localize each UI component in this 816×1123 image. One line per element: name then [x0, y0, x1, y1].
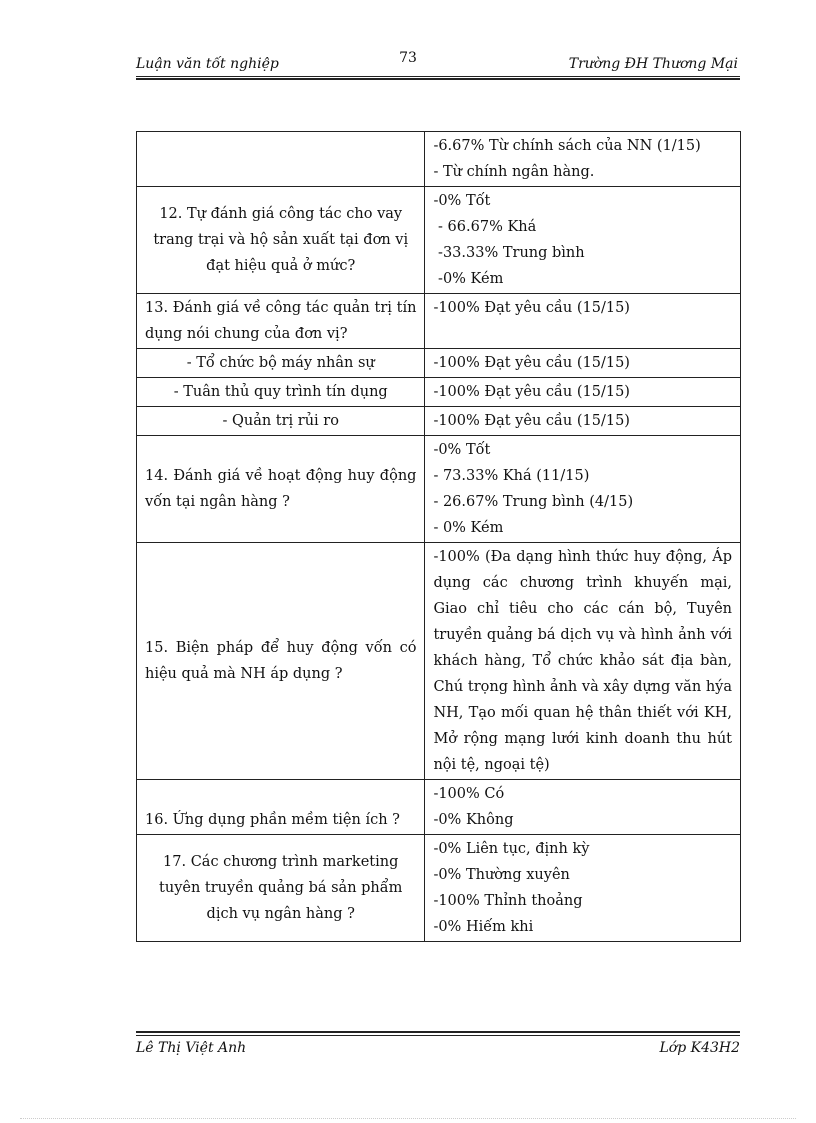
footer-author: Lê Thị Việt Anh [136, 1040, 247, 1056]
table-row [137, 835, 741, 942]
page-edge-divider [20, 1118, 796, 1119]
table-row [137, 436, 741, 543]
header-rule [136, 76, 740, 80]
answer-line: -0% Tốt [433, 193, 491, 209]
question-cell: 14. Đánh giá về hoạt động huy động vốn tại ngân hàng ? [137, 436, 425, 543]
answer-line: -33.33% Trung bình [433, 245, 585, 261]
table-row [137, 187, 741, 294]
answer-line: -100% Đạt yêu cầu (15/15) [433, 300, 630, 316]
table-row [137, 780, 741, 835]
question-cell: 13. Đánh giá về công tác quản trị tín dụng nói chung của đơn vị? [137, 294, 425, 349]
answer-cell [425, 349, 741, 378]
answer-line: -100% (Đa dạng hình thức huy động, Áp dụng các chương trình khuyến mại, Giao chỉ tiêu cho các cán bộ, Tuyên truyền quảng bá dịch vụ và hình ảnh với khách hàng, Tổ chức khảo sát địa bàn, Chú trọng hình ảnh và xây dựng văn hýa NH, Tạo mối quan hệ thân thiết với KH, Mở rộng mạng lưới kinh doanh thu hút nội tệ, ngoại tệ) [433, 549, 732, 773]
question-cell: 17. Các chương trình marketing tuyên truyền quảng bá sản phẩm dịch vụ ngân hàng ? [137, 835, 425, 942]
answer-line: - 26.67% Trung bình (4/15) [433, 494, 634, 510]
footer-class: Lớp K43H2 [659, 1040, 740, 1056]
table-row [137, 407, 741, 436]
header-university: Trường ĐH Thương Mại [568, 56, 738, 72]
answer-line: -6.67% Từ chính sách của NN (1/15) [433, 138, 701, 154]
answer-line: -0% Kém [433, 271, 504, 287]
answer-line: - 0% Kém [433, 520, 504, 536]
answer-line: -0% Không [433, 812, 514, 828]
question-cell: - Tổ chức bộ máy nhân sự [137, 349, 425, 378]
footer-rule [136, 1031, 740, 1036]
answer-line: - 73.33% Khá (11/15) [433, 468, 590, 484]
page-number: 73 [399, 50, 417, 66]
answer-cell [425, 294, 741, 349]
answer-line: -0% Liên tục, định kỳ [433, 841, 590, 857]
header-thesis-label: Luận văn tốt nghiệp [136, 56, 279, 72]
answer-line: - 66.67% Khá [433, 219, 537, 235]
answer-line: -100% Đạt yêu cầu (15/15) [433, 355, 630, 371]
question-cell: - Quản trị rủi ro [137, 407, 425, 436]
table-row [137, 543, 741, 780]
answer-cell [425, 187, 741, 294]
answer-cell [425, 436, 741, 543]
answer-cell [425, 780, 741, 835]
answer-line: -0% Hiếm khi [433, 919, 534, 935]
answer-cell [425, 543, 741, 780]
answer-line: -0% Thường xuyên [433, 867, 570, 883]
table-row [137, 132, 741, 187]
answer-line: -0% Tốt [433, 442, 491, 458]
question-cell: 15. Biện pháp để huy động vốn có hiệu quả mà NH áp dụng ? [137, 543, 425, 780]
answer-line: -100% Đạt yêu cầu (15/15) [433, 384, 630, 400]
answer-line: -100% Thỉnh thoảng [433, 893, 583, 909]
answer-line: -100% Đạt yêu cầu (15/15) [433, 413, 630, 429]
answer-cell [425, 132, 741, 187]
table-row [137, 349, 741, 378]
question-cell [137, 132, 425, 187]
answer-line: - Từ chính ngân hàng. [433, 164, 595, 180]
table-row [137, 294, 741, 349]
question-cell: - Tuân thủ quy trình tín dụng [137, 378, 425, 407]
answer-line: -100% Có [433, 786, 505, 802]
table-row [137, 378, 741, 407]
question-cell: 12. Tự đánh giá công tác cho vay trang trại và hộ sản xuất tại đơn vị đạt hiệu quả ở mức? [137, 187, 425, 294]
answer-cell [425, 407, 741, 436]
answer-cell [425, 835, 741, 942]
question-cell: 16. Ứng dụng phần mềm tiện ích ? [137, 780, 425, 835]
survey-results-table [136, 131, 741, 942]
answer-cell [425, 378, 741, 407]
